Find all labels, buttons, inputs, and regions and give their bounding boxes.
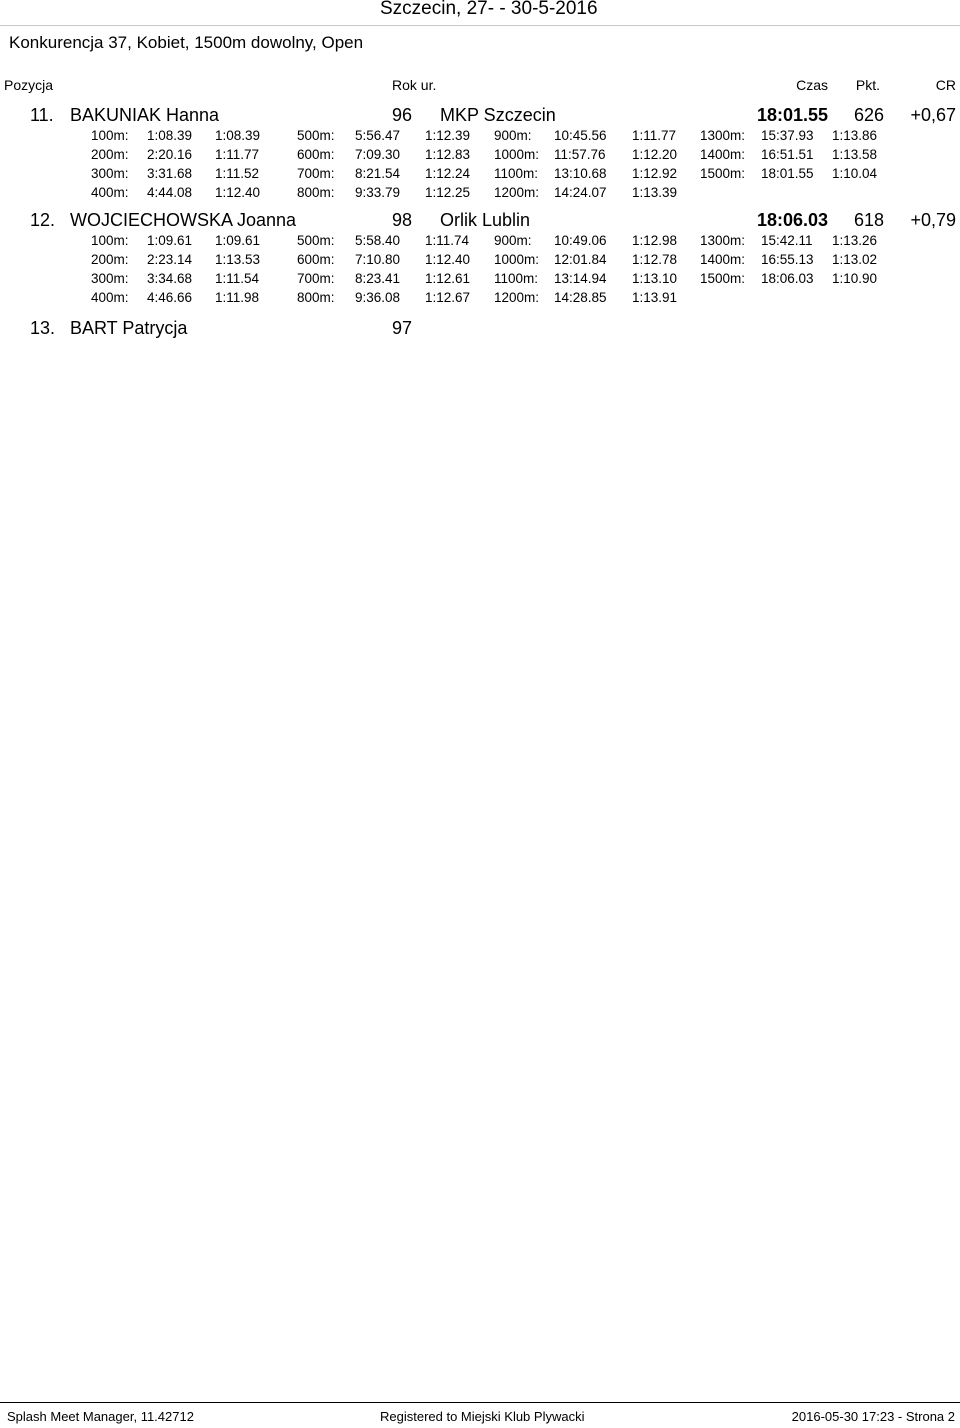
split-distance: 800m: xyxy=(297,290,335,305)
split-cumulative: 14:24.07 xyxy=(554,185,607,200)
club-name: MKP Szczecin xyxy=(440,105,556,125)
split-lap: 1:11.77 xyxy=(215,147,260,162)
split-cumulative: 4:46.66 xyxy=(147,290,193,305)
column-position: Pozycja xyxy=(4,77,54,93)
split-lap: 1:12.83 xyxy=(425,147,471,162)
split-distance: 1100m: xyxy=(494,271,539,286)
split-distance: 1200m: xyxy=(494,290,540,305)
split-lap: 1:11.52 xyxy=(215,166,260,181)
header-divider xyxy=(0,25,960,26)
split-distance: 600m: xyxy=(297,252,335,267)
split-distance: 200m: xyxy=(91,252,129,267)
club-name: Orlik Lublin xyxy=(440,210,531,230)
cr-value: +0,79 xyxy=(910,210,956,230)
split-cumulative: 7:10.80 xyxy=(355,252,401,267)
swimmer-name: WOJCIECHOWSKA Joanna xyxy=(70,210,297,230)
result-place: 12. xyxy=(30,210,56,230)
split-distance: 900m: xyxy=(494,128,532,143)
split-lap: 1:12.78 xyxy=(632,252,678,267)
split-distance: 1300m: xyxy=(700,233,746,248)
split-distance: 100m: xyxy=(91,233,129,248)
result-place: 13. xyxy=(30,318,56,338)
split-cumulative: 16:51.51 xyxy=(761,147,814,162)
split-distance: 1500m: xyxy=(700,166,746,181)
split-lap: 1:08.39 xyxy=(215,128,261,143)
split-cumulative: 3:31.68 xyxy=(147,166,193,181)
split-lap: 1:12.24 xyxy=(425,166,471,181)
split-lap: 1:12.67 xyxy=(425,290,471,305)
split-cumulative: 15:37.93 xyxy=(761,128,814,143)
split-lap: 1:11.77 xyxy=(632,128,677,143)
split-cumulative: 5:56.47 xyxy=(355,128,401,143)
split-cumulative: 18:01.55 xyxy=(761,166,814,181)
split-distance: 600m: xyxy=(297,147,335,162)
split-lap: 1:10.04 xyxy=(832,166,878,181)
split-distance: 1300m: xyxy=(700,128,746,143)
cr-value: +0,67 xyxy=(910,105,956,125)
split-lap: 1:13.53 xyxy=(215,252,261,267)
column-time: Czas xyxy=(796,77,828,93)
split-cumulative: 11:57.76 xyxy=(554,147,606,162)
swimmer-name: BAKUNIAK Hanna xyxy=(70,105,220,125)
split-distance: 500m: xyxy=(297,128,335,143)
split-lap: 1:13.02 xyxy=(832,252,878,267)
split-distance: 300m: xyxy=(91,271,129,286)
birth-year: 97 xyxy=(392,318,413,338)
split-cumulative: 2:20.16 xyxy=(147,147,193,162)
birth-year: 98 xyxy=(392,210,413,230)
split-cumulative: 1:09.61 xyxy=(147,233,193,248)
split-lap: 1:13.91 xyxy=(632,290,678,305)
event-title: Konkurencja 37, Kobiet, 1500m dowolny, Open xyxy=(9,33,364,52)
swimmer-name: BART Patrycja xyxy=(70,318,188,338)
split-lap: 1:12.20 xyxy=(632,147,678,162)
points: 618 xyxy=(853,210,884,230)
split-cumulative: 12:01.84 xyxy=(554,252,607,267)
split-cumulative: 7:09.30 xyxy=(355,147,401,162)
final-time: 18:06.03 xyxy=(756,210,828,230)
split-lap: 1:11.98 xyxy=(215,290,260,305)
split-cumulative: 13:10.68 xyxy=(554,166,607,181)
footer-divider xyxy=(0,1402,960,1403)
split-cumulative: 5:58.40 xyxy=(355,233,401,248)
split-lap: 1:12.39 xyxy=(425,128,471,143)
split-distance: 1400m: xyxy=(700,252,746,267)
split-distance: 200m: xyxy=(91,147,129,162)
split-lap: 1:13.39 xyxy=(632,185,678,200)
footer-timestamp-page: 2016-05-30 17:23 - Strona 2 xyxy=(791,1409,955,1424)
split-distance: 900m: xyxy=(494,233,532,248)
column-cr: CR xyxy=(935,77,956,93)
split-lap: 1:11.54 xyxy=(215,271,260,286)
split-distance: 700m: xyxy=(297,271,335,286)
split-cumulative: 13:14.94 xyxy=(554,271,607,286)
split-distance: 400m: xyxy=(91,185,129,200)
split-distance: 1400m: xyxy=(700,147,746,162)
split-distance: 800m: xyxy=(297,185,335,200)
split-lap: 1:12.98 xyxy=(632,233,678,248)
split-distance: 100m: xyxy=(91,128,129,143)
split-cumulative: 10:45.56 xyxy=(554,128,607,143)
footer-software: Splash Meet Manager, 11.42712 xyxy=(7,1409,194,1424)
column-points: Pkt. xyxy=(855,77,880,93)
split-cumulative: 8:21.54 xyxy=(355,166,401,181)
split-lap: 1:12.40 xyxy=(215,185,261,200)
split-distance: 1000m: xyxy=(494,147,540,162)
split-lap: 1:12.40 xyxy=(425,252,471,267)
split-lap: 1:13.86 xyxy=(832,128,878,143)
split-distance: 500m: xyxy=(297,233,335,248)
final-time: 18:01.55 xyxy=(756,105,828,125)
split-lap: 1:10.90 xyxy=(832,271,878,286)
split-cumulative: 3:34.68 xyxy=(147,271,193,286)
birth-year: 96 xyxy=(392,105,413,125)
split-distance: 1500m: xyxy=(700,271,746,286)
split-distance: 1200m: xyxy=(494,185,540,200)
split-cumulative: 2:23.14 xyxy=(147,252,193,267)
split-cumulative: 9:36.08 xyxy=(355,290,401,305)
split-cumulative: 18:06.03 xyxy=(761,271,814,286)
split-lap: 1:12.92 xyxy=(632,166,678,181)
split-lap: 1:12.61 xyxy=(425,271,471,286)
split-lap: 1:13.58 xyxy=(832,147,878,162)
split-distance: 300m: xyxy=(91,166,129,181)
split-lap: 1:13.10 xyxy=(632,271,678,286)
split-cumulative: 16:55.13 xyxy=(761,252,814,267)
result-place: 11. xyxy=(30,105,54,125)
split-cumulative: 8:23.41 xyxy=(355,271,401,286)
split-distance: 400m: xyxy=(91,290,129,305)
points: 626 xyxy=(853,105,884,125)
split-distance: 1000m: xyxy=(494,252,540,267)
split-cumulative: 9:33.79 xyxy=(355,185,401,200)
footer-registered: Registered to Miejski Klub Plywacki xyxy=(380,1409,585,1424)
split-cumulative: 4:44.08 xyxy=(147,185,193,200)
split-cumulative: 15:42.11 xyxy=(761,233,813,248)
split-cumulative: 14:28.85 xyxy=(554,290,607,305)
split-distance: 700m: xyxy=(297,166,335,181)
split-lap: 1:09.61 xyxy=(215,233,261,248)
split-cumulative: 1:08.39 xyxy=(147,128,193,143)
venue-dates: Szczecin, 27- - 30-5-2016 xyxy=(380,0,598,19)
split-cumulative: 10:49.06 xyxy=(554,233,607,248)
split-lap: 1:13.26 xyxy=(832,233,878,248)
split-lap: 1:12.25 xyxy=(425,185,471,200)
split-distance: 1100m: xyxy=(494,166,539,181)
split-lap: 1:11.74 xyxy=(425,233,470,248)
column-birth-year: Rok ur. xyxy=(392,77,437,93)
